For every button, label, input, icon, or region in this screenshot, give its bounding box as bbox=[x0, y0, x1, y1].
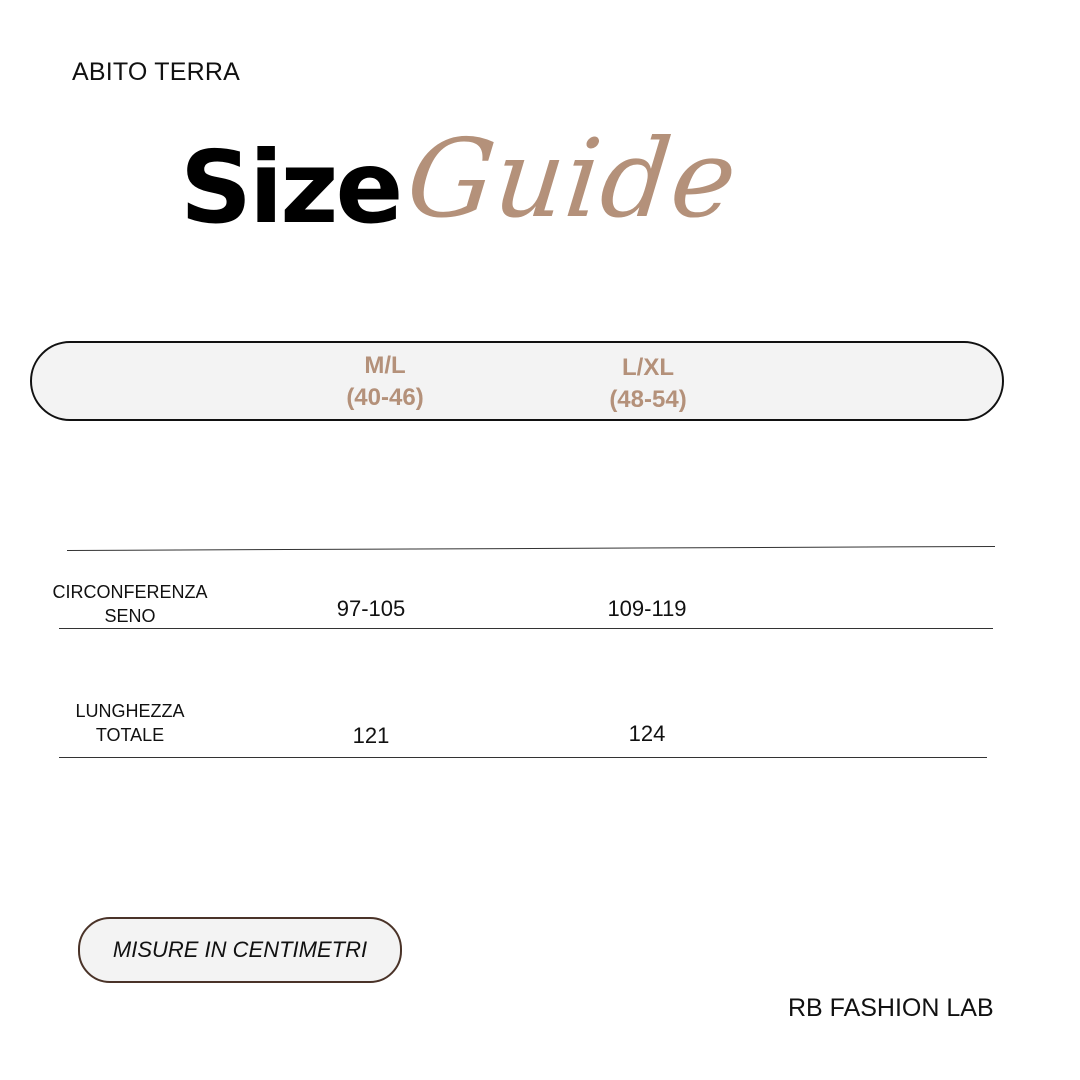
product-name: ABITO TERRA bbox=[72, 58, 240, 86]
units-note-badge: MISURE IN CENTIMETRI bbox=[78, 917, 402, 983]
title-guide-word: Guide bbox=[401, 117, 744, 242]
cell-seno-lxl: 109-119 bbox=[607, 596, 687, 621]
cell-lunghezza-lxl: 124 bbox=[628, 721, 666, 746]
size-range: (40-46) bbox=[346, 384, 424, 411]
size-range: (48-54) bbox=[609, 386, 687, 413]
row-label-lunghezza-totale bbox=[40, 699, 220, 747]
row-label-line: LUNGHEZZA bbox=[75, 701, 185, 721]
row-label-line: TOTALE bbox=[95, 725, 165, 745]
cell-seno-ml: 97-105 bbox=[336, 596, 406, 621]
title-size-word: Size bbox=[180, 129, 401, 246]
size-column-header-ml bbox=[325, 350, 445, 414]
row-label-line: SENO bbox=[104, 606, 156, 626]
table-divider bbox=[59, 757, 987, 758]
table-divider bbox=[67, 546, 995, 551]
row-label-circonferenza-seno bbox=[40, 580, 220, 628]
size-name: M/L bbox=[364, 352, 406, 379]
table-divider bbox=[59, 628, 993, 629]
cell-lunghezza-ml: 121 bbox=[352, 723, 390, 748]
size-name: L/XL bbox=[622, 354, 674, 381]
brand-name: RB FASHION LAB bbox=[788, 994, 994, 1022]
row-label-line: CIRCONFERENZA bbox=[52, 582, 208, 602]
size-header-bar bbox=[30, 341, 1004, 421]
size-column-header-lxl bbox=[588, 352, 708, 416]
